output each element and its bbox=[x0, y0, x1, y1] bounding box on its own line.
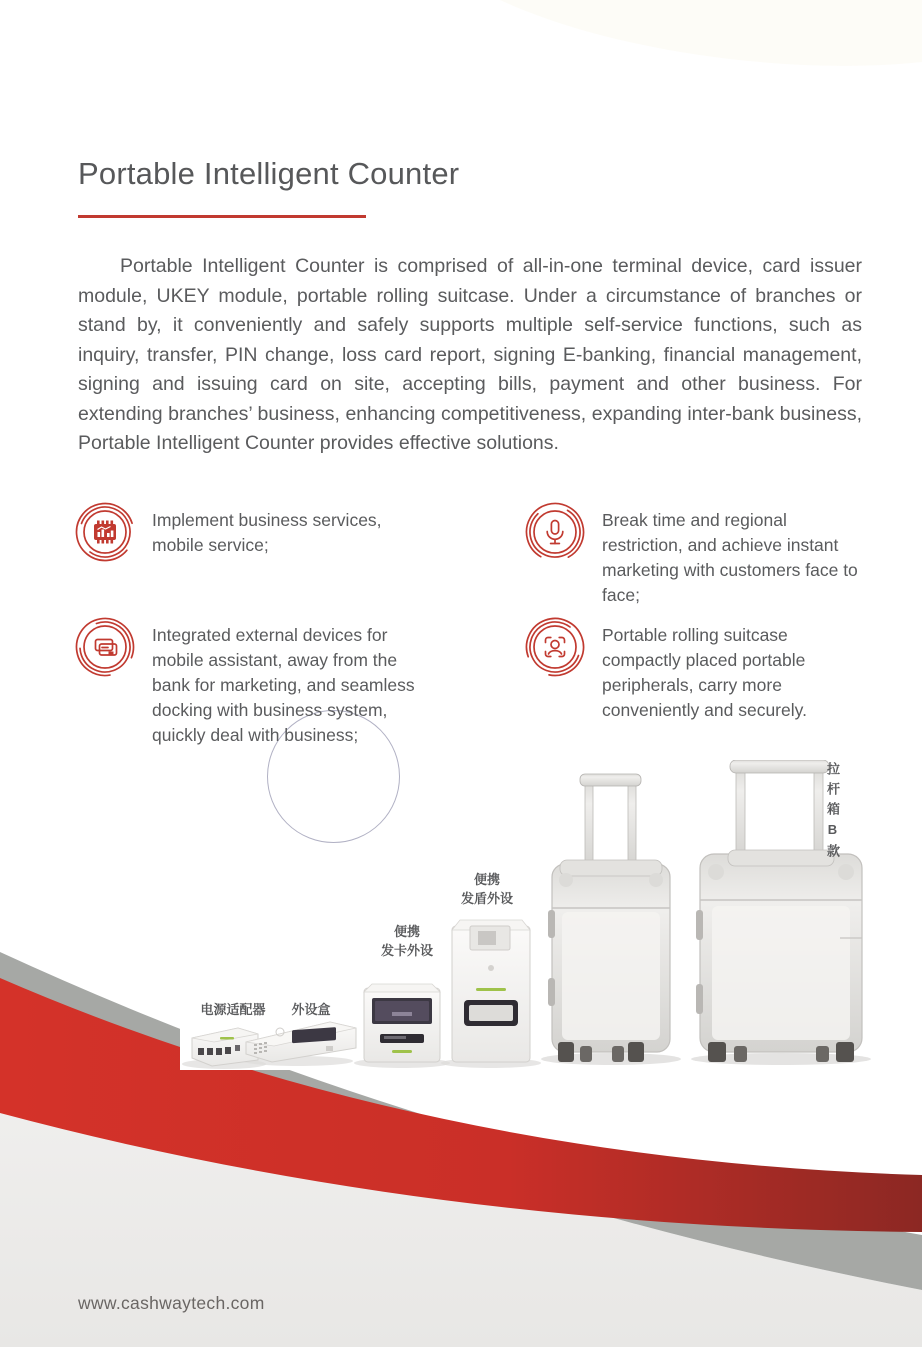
cards-printer-icon bbox=[74, 616, 136, 678]
small-suitcase bbox=[548, 774, 670, 1062]
feature-item bbox=[74, 616, 434, 746]
title-underline bbox=[78, 215, 366, 218]
product-devices-illustration bbox=[180, 760, 880, 1070]
page-title: Portable Intelligent Counter bbox=[78, 156, 460, 191]
feature-item bbox=[524, 501, 864, 611]
ukey-device bbox=[452, 920, 530, 1062]
website-url: www.cashwaytech.com bbox=[78, 1293, 265, 1313]
microphone-icon bbox=[524, 501, 586, 563]
card-issuer-device bbox=[364, 984, 440, 1062]
intro-paragraph: Portable Intelligent Counter is comprised of all-in-one terminal device, card issuer module, UKEY module, portable rolling suitcase. Under a circumstance of branches or stand by, it conveniently and safely supports multiple self-service functions, such as inquiry, transfer, PIN change, loss card report, signing E-banking, financial management, signing and issuing card on site, accepting bills, payment and other business. For extending branches’ business, enhancing competitiveness, expanding inter-bank business, Portable Intelligent Counter provides effective solutions. bbox=[78, 255, 862, 454]
feature-item bbox=[524, 616, 864, 736]
feature-text: Break time and regional restriction, and achieve instant marketing with customers face to face; bbox=[602, 510, 858, 605]
feature-text: Portable rolling suitcase compactly placed portable peripherals, carry more conveniently and securely. bbox=[602, 625, 807, 720]
label-power-adapter: 电源适配器 bbox=[200, 1002, 266, 1017]
label-suitcase-style-b: 拉杆箱B款 bbox=[825, 762, 840, 864]
label-ukey-device: 便携 发盾外设 bbox=[460, 872, 513, 906]
feature-item bbox=[74, 501, 434, 591]
feature-text: Implement business services, mobile service; bbox=[152, 510, 382, 555]
label-card-device: 便携 发卡外设 bbox=[380, 924, 433, 958]
face-scan-icon bbox=[524, 616, 586, 678]
feature-text: Integrated external devices for mobile assistant, away from the bank for marketing, and seamless docking with business system, quickly deal with business; bbox=[152, 625, 415, 745]
product-display bbox=[180, 760, 880, 1070]
chip-terminal-icon bbox=[74, 501, 136, 563]
label-peripheral-box: 外设盒 bbox=[291, 1002, 331, 1017]
